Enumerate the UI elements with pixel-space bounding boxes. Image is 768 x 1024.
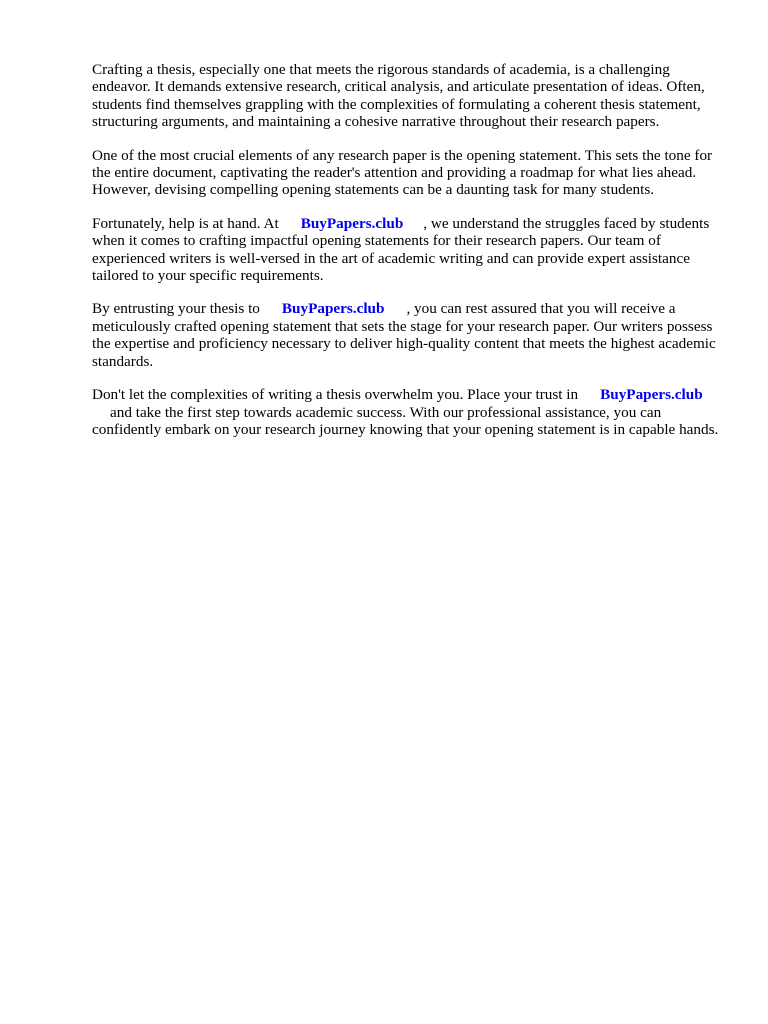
paragraph-5: [92, 386, 724, 438]
document-body: [92, 61, 724, 454]
paragraph-1: [92, 61, 724, 131]
paragraph-3: [92, 215, 724, 285]
paragraph-1-text: Crafting a thesis, especially one that meets the rigorous standards of academia, is a challenging endeavor. It demands extensive research, critical analysis, and articulate presentation of ideas. Often, students find themselves grappling with the complexities of formulating a coherent thesis statement, structuring arguments, and maintaining a cohesive narrative throughout their research papers.: [92, 61, 705, 131]
paragraph-3-text-after: , we understand the struggles faced by students when it comes to crafting impactful opening statements for their research papers. Our team of experienced writers is well-versed in the art of academic writing and can provide expert assistance tailored to your specific requirements.: [92, 214, 710, 285]
paragraph-2-text: One of the most crucial elements of any research paper is the opening statement. This sets the tone for the entire document, captivating the reader's attention and providing a roadmap for what lies ahead. However, devising compelling opening statements can be a daunting task for many students.: [92, 146, 713, 199]
paragraph-5-text-after: and take the first step towards academic success. With our professional assistance, you can confidently embark on your research journey knowing that your opening statement is in capable hands.: [92, 403, 719, 438]
paragraph-5-text-before: Don't let the complexities of writing a thesis overwhelm you. Place your trust in: [92, 386, 579, 404]
buypapers-link-2[interactable]: BuyPapers.club: [281, 300, 385, 318]
buypapers-link-3[interactable]: BuyPapers.club: [600, 386, 703, 404]
paragraph-3-text-before: Fortunately, help is at hand. At: [92, 214, 279, 232]
paragraph-2: [92, 147, 724, 199]
paragraph-4: [92, 300, 724, 370]
paragraph-4-text-before: By entrusting your thesis to: [92, 300, 260, 318]
buypapers-link-1[interactable]: BuyPapers.club: [300, 214, 404, 232]
paragraph-4-text-after: , you can rest assured that you will receive a meticulously crafted opening statement that sets the stage for your research paper. Our writers possess the expertise and proficiency necessary to deliver high-quality content that meets the highest academic standards.: [92, 300, 716, 370]
